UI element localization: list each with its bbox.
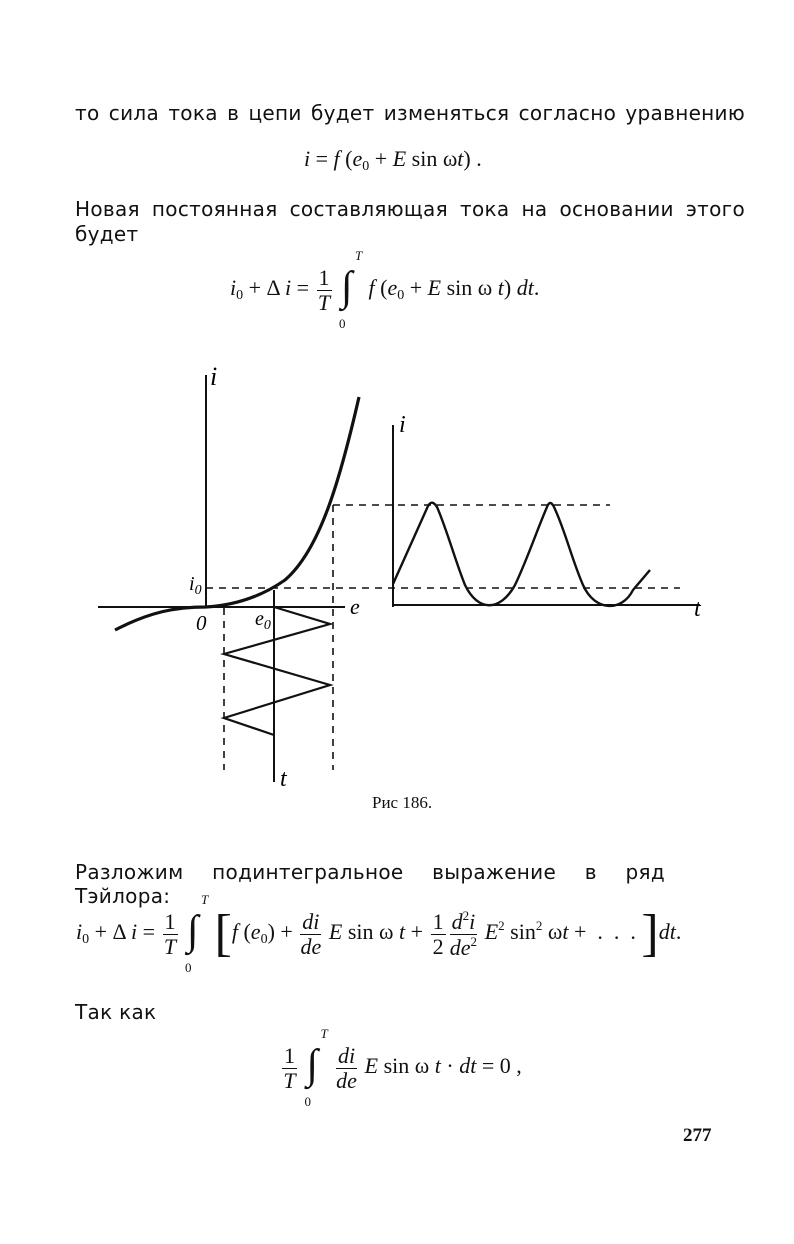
- text-line-3: Разложим подинтегральное выражение в ряд Тэйлора:: [75, 860, 665, 908]
- text-line-2a: Новая постоянная составляющая тока на основании этого: [75, 197, 745, 221]
- label-i0: $i_0$: [189, 573, 202, 598]
- figure-caption: Рис 186.: [372, 793, 433, 812]
- text-line-4: Так как: [75, 1000, 157, 1024]
- text-line-2b: будет: [75, 222, 139, 246]
- formula-current: i = f ($e_0 + E$ sin ωt) .: [304, 146, 482, 174]
- label-t-bottom: t: [280, 766, 287, 792]
- label-i-right: i: [399, 412, 406, 438]
- label-origin: 0: [196, 611, 207, 635]
- label-e-axis: e: [350, 594, 360, 619]
- formula-dc-component: $i_0 + \Delta$ i = $\frac{1}{T}$ T ∫ 0 f ($e_0 + E$ sin ω t) dt.: [230, 248, 540, 331]
- characteristic-curve: [115, 397, 359, 630]
- formula-zero-integral: $\frac{1}{T}$ T ∫ 0 $\frac{di}{de}$ E sin ω t · dt = 0 ,: [283, 1026, 522, 1109]
- input-sinusoid: [224, 607, 330, 735]
- output-wave: [393, 503, 650, 606]
- formula-taylor: $i_0 + \Delta$ i = $\frac{1}{T}$ T ∫ 0 [f $(e_0)$ + $\frac{di}{de}$ E sin ω t + $\frac{1}{2}$ $\frac{d^2i}{de^2}$ $E^2$ $\sin^2 \omega t$ + . . . ]dt.: [76, 892, 682, 975]
- text-line-1: то сила тока в цепи будет изменяться согласно уравнению: [75, 101, 745, 125]
- label-i-left: i: [210, 362, 218, 391]
- label-e0: $e_0$: [255, 608, 271, 633]
- label-t-right: t: [694, 596, 701, 622]
- page-number: 277: [683, 1125, 712, 1146]
